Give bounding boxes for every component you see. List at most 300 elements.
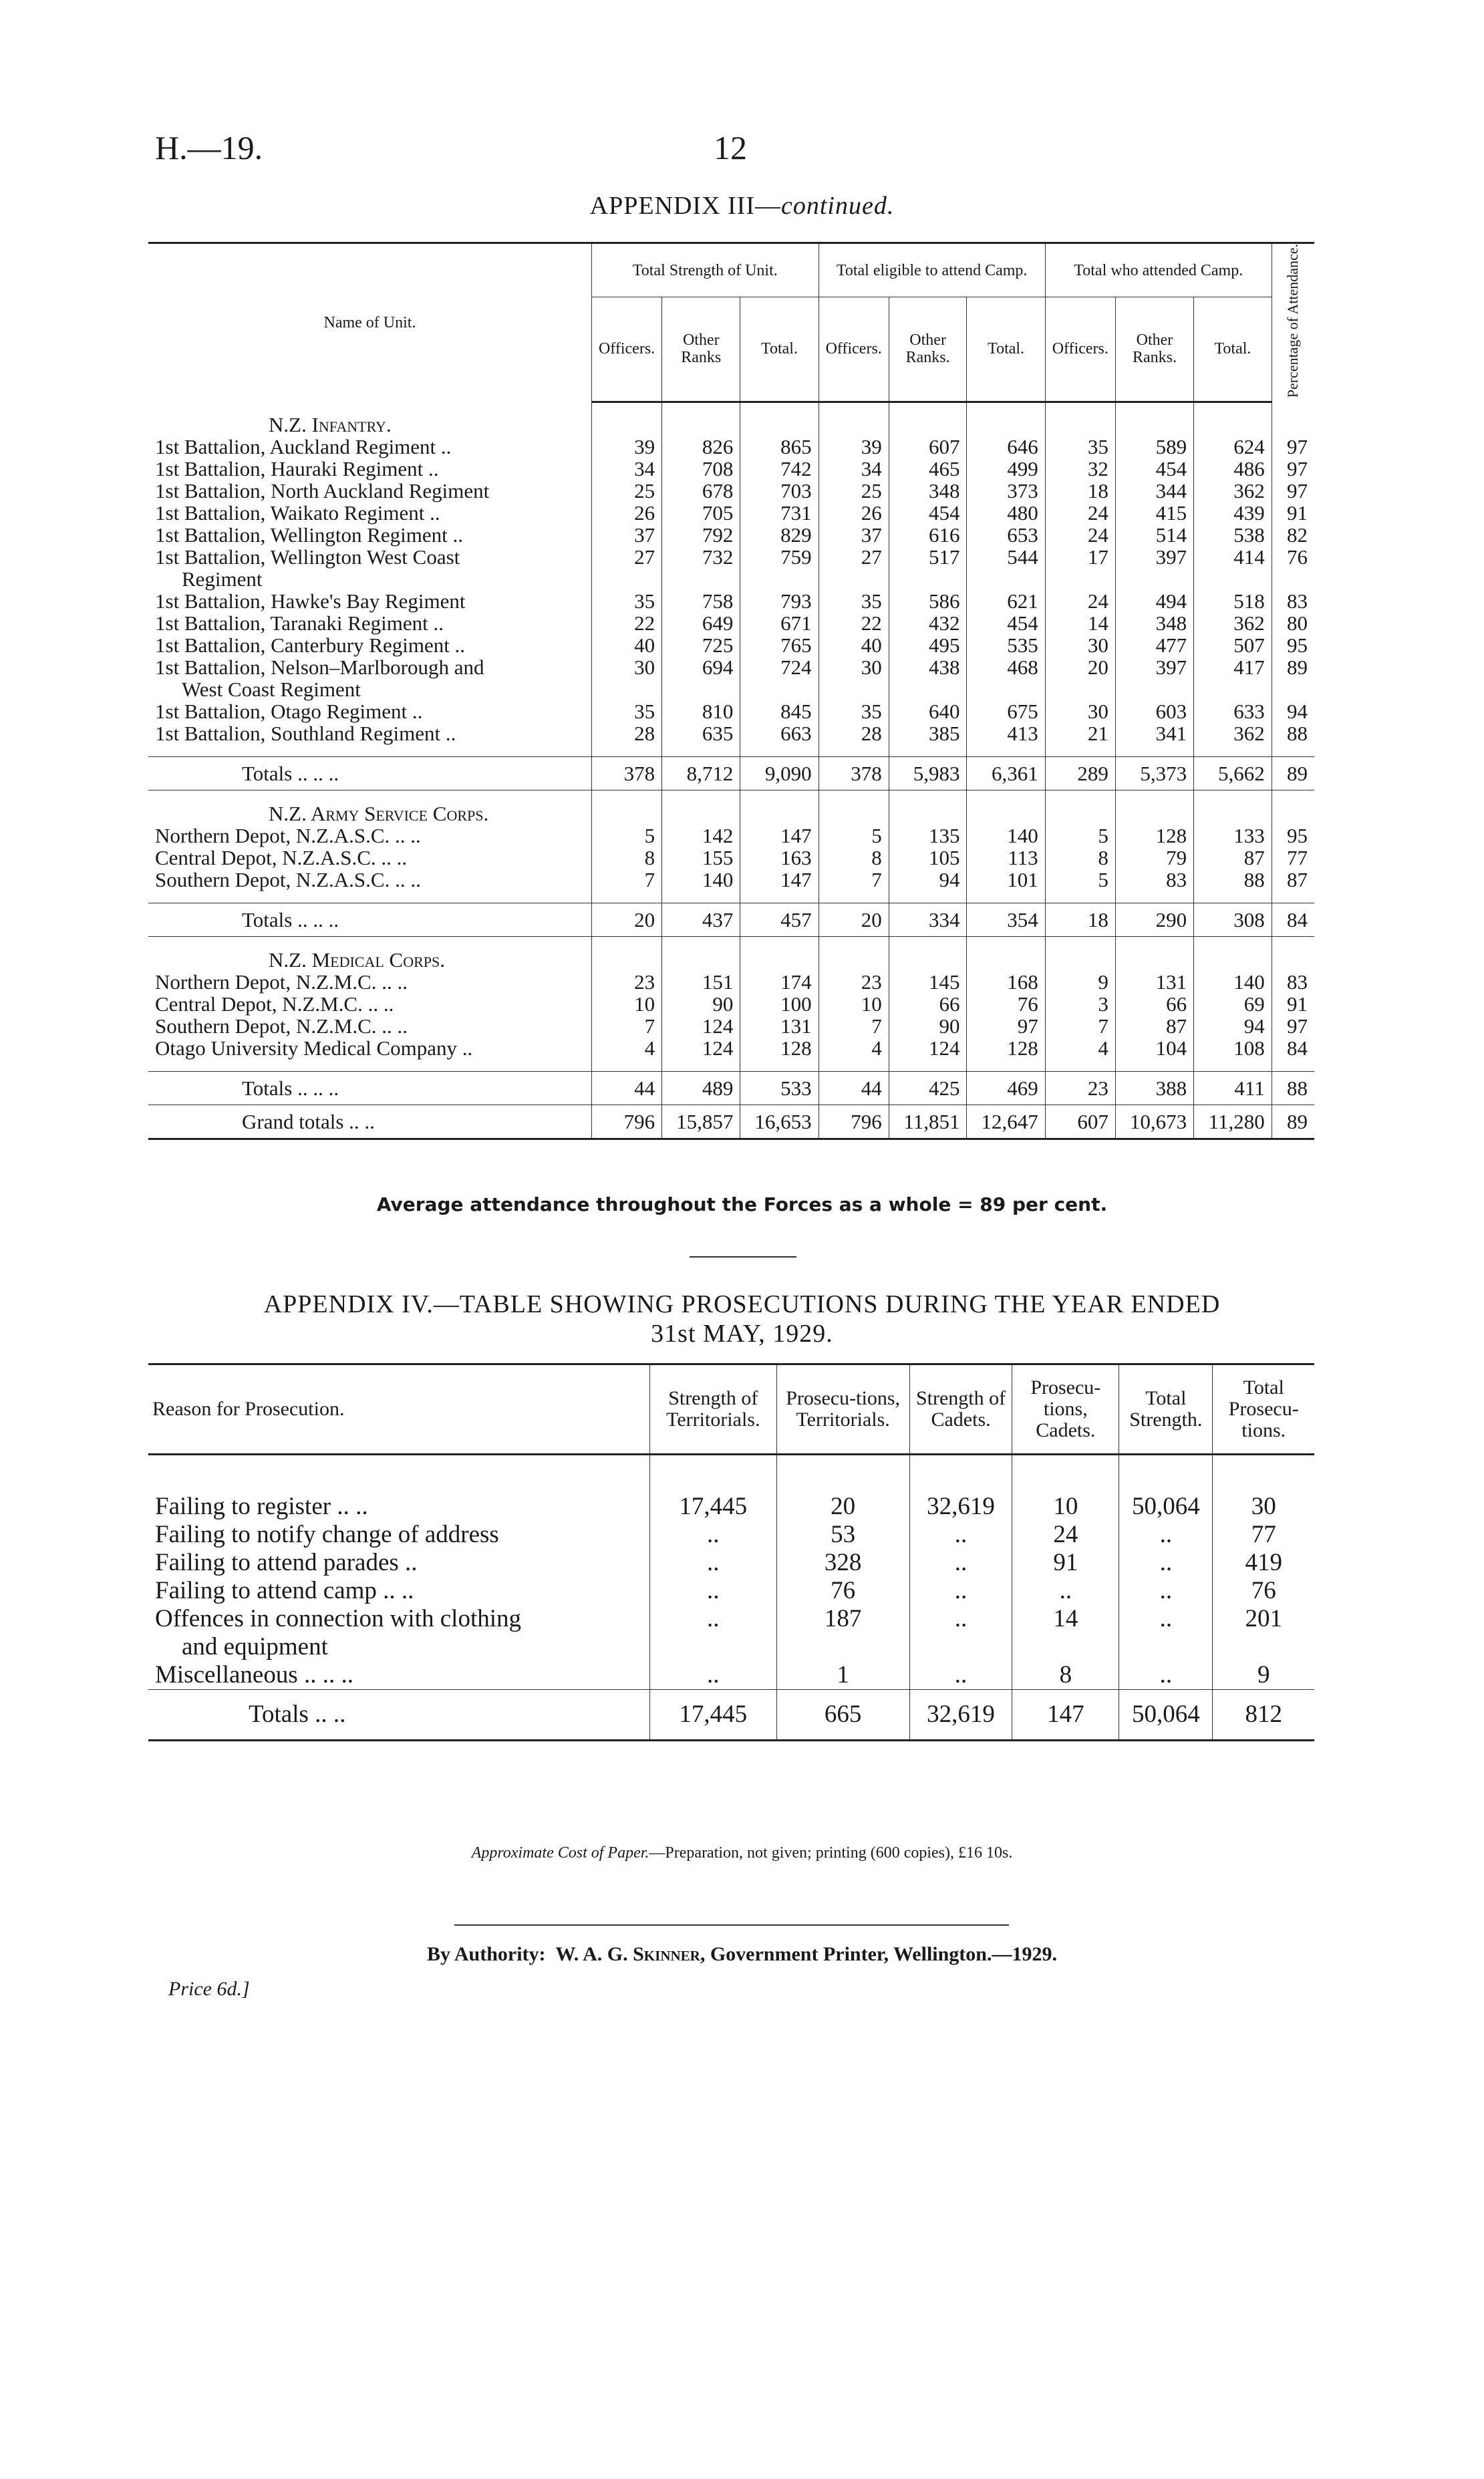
value-cell: 174 [740, 971, 819, 993]
value-cell: 124 [662, 1037, 740, 1059]
value-cell: 69 [1194, 993, 1272, 1015]
empty-cell [662, 402, 740, 436]
value-cell: 168 [967, 971, 1045, 993]
value-cell: .. [1119, 1661, 1213, 1690]
value-cell: 413 [967, 722, 1045, 744]
total-cell: 5,662 [1194, 757, 1272, 790]
value-cell: .. [1119, 1521, 1213, 1549]
unit-name [148, 546, 591, 590]
empty-cell [1045, 937, 1115, 972]
value-cell: 694 [662, 656, 740, 700]
value-cell: 732 [662, 546, 740, 590]
value-cell: 79 [1115, 847, 1193, 869]
prosecution-col-header: Prosecu-tions, Cadets. [1012, 1364, 1119, 1455]
value-cell: .. [1119, 1577, 1213, 1605]
grand-total-cell: 11,280 [1194, 1105, 1272, 1139]
total-cell: 88 [1272, 1072, 1314, 1105]
value-cell: 14 [1045, 612, 1115, 634]
totals-row [148, 757, 1314, 790]
section-heading-row [148, 937, 1314, 972]
value-cell: 35 [1045, 436, 1115, 458]
value-cell: 348 [889, 480, 967, 502]
empty-cell [1045, 891, 1115, 903]
unit-name [148, 825, 591, 847]
empty-cell [1272, 891, 1314, 903]
value-cell: 1 [776, 1661, 909, 1690]
value-cell: 348 [1115, 612, 1193, 634]
section-heading: N.Z. Army Service Corps. [269, 802, 489, 826]
value-cell: 23 [591, 971, 661, 993]
totals-label: Totals .. .. .. [148, 1072, 591, 1105]
total-cell: 5,983 [889, 757, 967, 790]
value-cell: 486 [1194, 458, 1272, 480]
empty-cell [1194, 891, 1272, 903]
value-cell: 616 [889, 524, 967, 546]
prosecution-col-header: Total Prosecu-tions. [1213, 1364, 1314, 1455]
empty-cell [967, 402, 1045, 436]
unit-name [148, 502, 591, 524]
value-cell: 50,064 [1119, 1455, 1213, 1521]
value-cell: 83 [1272, 971, 1314, 993]
value-cell: 603 [1115, 700, 1193, 722]
section-heading: N.Z. Infantry. [269, 413, 392, 437]
unit-name-line: 1st Battalion, Wellington Regiment .. [155, 523, 464, 547]
value-cell: 142 [662, 825, 740, 847]
value-cell: .. [909, 1577, 1012, 1605]
unit-name-line: Central Depot, N.Z.A.S.C. .. .. [155, 846, 408, 870]
total-cell: 290 [1115, 903, 1193, 937]
value-cell: 91 [1012, 1549, 1119, 1577]
table-row [148, 634, 1314, 656]
value-cell: 22 [819, 612, 889, 634]
value-cell: 24 [1012, 1521, 1119, 1549]
value-cell: 140 [967, 825, 1045, 847]
grand-total-cell: 15,857 [662, 1105, 740, 1139]
value-cell: 90 [662, 993, 740, 1015]
empty-cell [967, 790, 1045, 825]
unit-name-line: 1st Battalion, Southland Regiment .. [155, 722, 456, 746]
value-cell: 640 [889, 700, 967, 722]
value-cell: 147 [740, 825, 819, 847]
value-cell: 104 [1115, 1037, 1193, 1059]
value-cell: 9 [1045, 971, 1115, 993]
value-cell: 35 [591, 590, 661, 612]
total-cell: 6,361 [967, 757, 1045, 790]
unit-name-line: 1st Battalion, Auckland Regiment .. [155, 435, 452, 459]
table-row [148, 1015, 1314, 1037]
empty-cell [148, 1059, 591, 1072]
value-cell: 87 [1194, 847, 1272, 869]
value-cell: 495 [889, 634, 967, 656]
value-cell: 646 [967, 436, 1045, 458]
value-cell: 76 [967, 993, 1045, 1015]
value-cell: 432 [889, 612, 967, 634]
value-cell: 35 [819, 700, 889, 722]
value-cell: 87 [1272, 869, 1314, 891]
value-cell: 8 [1012, 1661, 1119, 1690]
table-row [148, 1521, 1314, 1549]
value-cell: 83 [1272, 590, 1314, 612]
totals-label: Totals .. .. [148, 1690, 650, 1741]
total-cell: 665 [776, 1690, 909, 1741]
empty-cell [967, 937, 1045, 972]
empty-cell [148, 891, 591, 903]
table-row [148, 546, 1314, 590]
value-cell: 8 [819, 847, 889, 869]
value-cell: 586 [889, 590, 967, 612]
table-row [148, 825, 1314, 847]
value-cell: .. [909, 1521, 1012, 1549]
prosecution-col-header: Reason for Prosecution. [148, 1364, 650, 1455]
table-row [148, 971, 1314, 993]
appendix-4-title: APPENDIX IV.—TABLE SHOWING PROSECUTIONS DURING THE YEAR ENDED 31st MAY, 1929. [263, 1290, 1221, 1348]
empty-cell [740, 790, 819, 825]
cost-of-paper-note: Approximate Cost of Paper.—Preparation, not given; printing (600 copies), £16 10s. [471, 1844, 1013, 1862]
col-percentage: Percentage of Attendance. [1272, 243, 1314, 402]
value-cell: 3 [1045, 993, 1115, 1015]
value-cell: 438 [889, 656, 967, 700]
table-row [148, 612, 1314, 634]
col-officers: Officers. [1045, 297, 1115, 402]
value-cell: 538 [1194, 524, 1272, 546]
grand-total-cell: 89 [1272, 1105, 1314, 1139]
empty-cell [148, 744, 591, 757]
unit-name [148, 634, 591, 656]
value-cell: 7 [819, 869, 889, 891]
unit-name [148, 458, 591, 480]
empty-cell [740, 1059, 819, 1072]
unit-name [148, 612, 591, 634]
empty-cell [1115, 744, 1193, 757]
unit-name [148, 869, 591, 891]
value-cell: 477 [1115, 634, 1193, 656]
table-row [148, 524, 1314, 546]
value-cell: 187 [776, 1605, 909, 1661]
value-cell: 362 [1194, 722, 1272, 744]
prosecution-col-header: Strength of Territorials. [650, 1364, 777, 1455]
total-cell: 437 [662, 903, 740, 937]
reason-line: Miscellaneous .. .. .. [155, 1661, 353, 1689]
value-cell: 95 [1272, 634, 1314, 656]
value-cell: .. [909, 1605, 1012, 1661]
empty-cell [591, 744, 661, 757]
empty-cell [1272, 1059, 1314, 1072]
value-cell: 37 [819, 524, 889, 546]
total-cell: 354 [967, 903, 1045, 937]
value-cell: 39 [819, 436, 889, 458]
total-cell: 147 [1012, 1690, 1119, 1741]
value-cell: 419 [1213, 1549, 1314, 1577]
value-cell: 635 [662, 722, 740, 744]
value-cell: 535 [967, 634, 1045, 656]
empty-cell [591, 1059, 661, 1072]
empty-cell [1194, 790, 1272, 825]
value-cell: 633 [1194, 700, 1272, 722]
empty-cell [662, 937, 740, 972]
value-cell: .. [650, 1605, 777, 1661]
unit-name [148, 971, 591, 993]
value-cell: 39 [591, 436, 661, 458]
value-cell: 653 [967, 524, 1045, 546]
value-cell: 128 [1115, 825, 1193, 847]
value-cell: 20 [776, 1455, 909, 1521]
unit-name [148, 590, 591, 612]
value-cell: 731 [740, 502, 819, 524]
prosecution-reason [148, 1455, 650, 1521]
table-row [148, 1661, 1314, 1690]
value-cell: 675 [967, 700, 1045, 722]
empty-cell [591, 891, 661, 903]
value-cell: 145 [889, 971, 967, 993]
total-cell: 425 [889, 1072, 967, 1105]
empty-cell [1194, 402, 1272, 436]
value-cell: 18 [1045, 480, 1115, 502]
total-cell: 533 [740, 1072, 819, 1105]
grand-total-cell: 16,653 [740, 1105, 819, 1139]
value-cell: 845 [740, 700, 819, 722]
table-row [148, 1037, 1314, 1059]
value-cell: 30 [1045, 700, 1115, 722]
value-cell: 124 [889, 1037, 967, 1059]
value-cell: 5 [1045, 825, 1115, 847]
value-cell: .. [1119, 1605, 1213, 1661]
col-officers: Officers. [591, 297, 661, 402]
value-cell: 7 [819, 1015, 889, 1037]
total-cell: 9,090 [740, 757, 819, 790]
value-cell: 10 [1012, 1455, 1119, 1521]
reason-line: Failing to notify change of address [155, 1521, 499, 1548]
empty-cell [1115, 937, 1193, 972]
prosecution-col-header: Strength of Cadets. [909, 1364, 1012, 1455]
table-row [148, 869, 1314, 891]
spacer-row [148, 1059, 1314, 1072]
empty-cell [819, 790, 889, 825]
value-cell: 344 [1115, 480, 1193, 502]
value-cell: 725 [662, 634, 740, 656]
value-cell: 21 [1045, 722, 1115, 744]
value-cell: 128 [967, 1037, 1045, 1059]
grand-total-cell: 796 [819, 1105, 889, 1139]
unit-name [148, 1037, 591, 1059]
unit-name-line: 1st Battalion, Wellington West Coast [155, 545, 460, 569]
table-row [148, 722, 1314, 744]
total-cell: 89 [1272, 757, 1314, 790]
grand-total-cell: 607 [1045, 1105, 1115, 1139]
prosecution-reason [148, 1521, 650, 1549]
value-cell: 26 [819, 502, 889, 524]
value-cell: 865 [740, 436, 819, 458]
value-cell: 113 [967, 847, 1045, 869]
value-cell: 30 [1045, 634, 1115, 656]
value-cell: 77 [1213, 1521, 1314, 1549]
grand-total-cell: 12,647 [967, 1105, 1045, 1139]
value-cell: 91 [1272, 502, 1314, 524]
value-cell: 17 [1045, 546, 1115, 590]
unit-name-line: 1st Battalion, Nelson–Marlborough and [155, 655, 484, 680]
average-attendance-note: Average attendance throughout the Forces as a whole = 89 per cent. [376, 1193, 1108, 1215]
table-row [148, 458, 1314, 480]
empty-cell [889, 790, 967, 825]
value-cell: 80 [1272, 612, 1314, 634]
col-name-of-unit: Name of Unit. [148, 243, 591, 402]
total-cell: 411 [1194, 1072, 1272, 1105]
unit-name [148, 847, 591, 869]
total-cell: 469 [967, 1072, 1045, 1105]
empty-cell [819, 891, 889, 903]
value-cell: 454 [889, 502, 967, 524]
section-heading: N.Z. Medical Corps. [269, 948, 445, 972]
value-cell: 454 [1115, 458, 1193, 480]
value-cell: 37 [591, 524, 661, 546]
value-cell: 663 [740, 722, 819, 744]
value-cell: 30 [591, 656, 661, 700]
total-cell: 489 [662, 1072, 740, 1105]
prosecution-reason [148, 1605, 650, 1661]
grand-total-cell: 10,673 [1115, 1105, 1193, 1139]
total-cell: 44 [819, 1072, 889, 1105]
empty-cell [1194, 1059, 1272, 1072]
value-cell: 89 [1272, 656, 1314, 700]
prosecution-reason [148, 1661, 650, 1690]
empty-cell [591, 937, 661, 972]
value-cell: 24 [1045, 502, 1115, 524]
value-cell: 589 [1115, 436, 1193, 458]
value-cell: 40 [819, 634, 889, 656]
value-cell: 10 [591, 993, 661, 1015]
value-cell: 480 [967, 502, 1045, 524]
prosecution-reason [148, 1549, 650, 1577]
value-cell: 5 [591, 825, 661, 847]
value-cell: 34 [819, 458, 889, 480]
empty-cell [1272, 402, 1314, 436]
col-officers: Officers. [819, 297, 889, 402]
unit-name-line: 1st Battalion, Otago Regiment .. [155, 700, 423, 724]
empty-cell [1272, 744, 1314, 757]
reason-line: Failing to attend camp .. .. [155, 1577, 414, 1604]
unit-name-line: 1st Battalion, North Auckland Regiment [155, 479, 490, 503]
value-cell: .. [650, 1661, 777, 1690]
value-cell: 465 [889, 458, 967, 480]
value-cell: 17,445 [650, 1455, 777, 1521]
value-cell: 28 [819, 722, 889, 744]
value-cell: 100 [740, 993, 819, 1015]
col-other-ranks: Other Ranks [662, 297, 740, 402]
value-cell: 9 [1213, 1661, 1314, 1690]
total-cell: 5,373 [1115, 757, 1193, 790]
value-cell: 53 [776, 1521, 909, 1549]
value-cell: 397 [1115, 656, 1193, 700]
value-cell: 22 [591, 612, 661, 634]
unit-attendance-table [148, 242, 1314, 1140]
value-cell: 131 [740, 1015, 819, 1037]
value-cell: 155 [662, 847, 740, 869]
unit-name-line: 1st Battalion, Waikato Regiment .. [155, 501, 440, 525]
value-cell: 494 [1115, 590, 1193, 612]
unit-name [148, 722, 591, 744]
empty-cell [819, 744, 889, 757]
empty-cell [662, 1059, 740, 1072]
value-cell: 108 [1194, 1037, 1272, 1059]
unit-name-line: Otago University Medical Company .. [155, 1036, 473, 1060]
total-cell: 17,445 [650, 1690, 777, 1741]
empty-cell [967, 744, 1045, 757]
empty-cell [967, 891, 1045, 903]
empty-cell [819, 1059, 889, 1072]
value-cell: 328 [776, 1549, 909, 1577]
value-cell: 28 [591, 722, 661, 744]
value-cell: 5 [819, 825, 889, 847]
grand-totals-row [148, 1105, 1314, 1139]
value-cell: 678 [662, 480, 740, 502]
value-cell: 792 [662, 524, 740, 546]
value-cell: 468 [967, 656, 1045, 700]
value-cell: 10 [819, 993, 889, 1015]
appendix-3-title: APPENDIX III—continued. [589, 192, 895, 220]
empty-cell [662, 744, 740, 757]
value-cell: 414 [1194, 546, 1272, 590]
totals-row [148, 1072, 1314, 1105]
unit-name [148, 700, 591, 722]
value-cell: 826 [662, 436, 740, 458]
table-row [148, 1455, 1314, 1521]
value-cell: 34 [591, 458, 661, 480]
value-cell: 40 [591, 634, 661, 656]
value-cell: 517 [889, 546, 967, 590]
col-other-ranks: Other Ranks. [889, 297, 967, 402]
value-cell: 4 [591, 1037, 661, 1059]
unit-name-line: 1st Battalion, Canterbury Regiment .. [155, 633, 466, 658]
total-cell: 378 [591, 757, 661, 790]
grand-total-cell: 796 [591, 1105, 661, 1139]
value-cell: 76 [1272, 546, 1314, 590]
empty-cell [662, 891, 740, 903]
value-cell: 24 [1045, 524, 1115, 546]
empty-cell [889, 402, 967, 436]
table-row [148, 502, 1314, 524]
value-cell: .. [650, 1521, 777, 1549]
value-cell: 793 [740, 590, 819, 612]
table-row [148, 1577, 1314, 1605]
value-cell: 105 [889, 847, 967, 869]
col-total: Total. [967, 297, 1045, 402]
totals-row [148, 1690, 1314, 1741]
empty-cell [740, 744, 819, 757]
section-divider [690, 1256, 796, 1258]
empty-cell [819, 937, 889, 972]
unit-name-continuation: Regiment [182, 567, 263, 591]
grand-totals-label: Grand totals .. .. [148, 1105, 591, 1139]
value-cell: 8 [1045, 847, 1115, 869]
total-cell: 388 [1115, 1072, 1193, 1105]
unit-name-continuation: West Coast Regiment [182, 678, 361, 702]
value-cell: 66 [1115, 993, 1193, 1015]
spacer-row [148, 744, 1314, 757]
value-cell: .. [650, 1549, 777, 1577]
value-cell: 97 [967, 1015, 1045, 1037]
value-cell: 23 [819, 971, 889, 993]
empty-cell [1194, 937, 1272, 972]
page-number: 12 [714, 129, 747, 166]
value-cell: 82 [1272, 524, 1314, 546]
total-cell: 457 [740, 903, 819, 937]
total-cell: 8,712 [662, 757, 740, 790]
value-cell: 5 [1045, 869, 1115, 891]
value-cell: .. [909, 1661, 1012, 1690]
value-cell: 77 [1272, 847, 1314, 869]
document-reference: H.—19. [155, 129, 263, 166]
value-cell: .. [909, 1549, 1012, 1577]
unit-name-line: 1st Battalion, Hauraki Regiment .. [155, 457, 439, 481]
